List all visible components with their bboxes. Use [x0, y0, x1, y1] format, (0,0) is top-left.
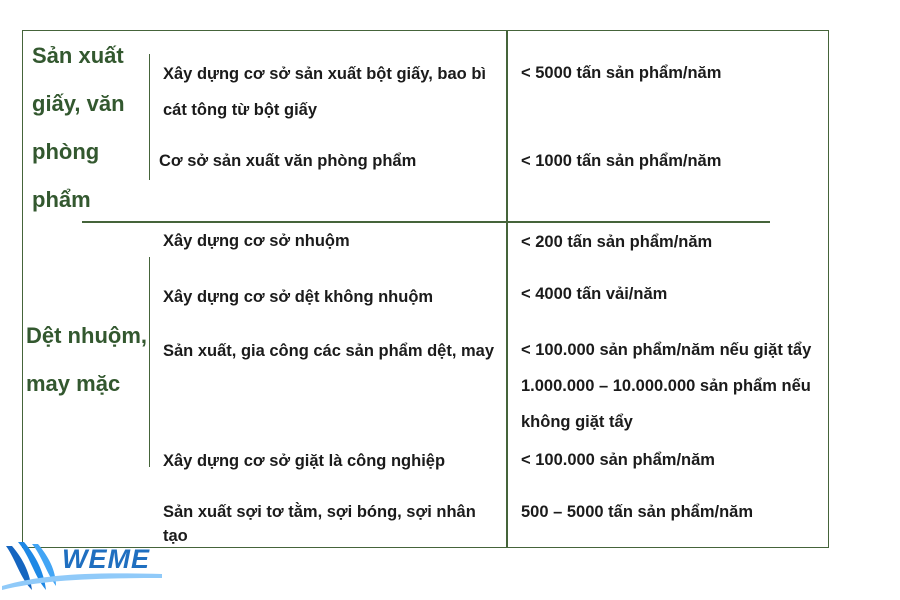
scale-cell: < 5000 tấn sản phẩm/năm [521, 64, 722, 82]
category-line: Sản xuất [32, 43, 124, 68]
category-paper [32, 32, 125, 224]
category-line: phòng [32, 139, 100, 164]
category-line: Dệt nhuộm, [26, 323, 147, 348]
activity-cell: Cơ sở sản xuất văn phòng phẩm [159, 152, 417, 170]
category-bracket-1 [149, 54, 150, 180]
column-divider [506, 30, 508, 548]
scale-cell: < 100.000 sản phẩm/năm [521, 451, 715, 469]
activity-cell: Xây dựng cơ sở giặt là công nghiệp [163, 452, 446, 470]
activity-cell: Xây dựng cơ sở sản xuất bột giấy, bao bì cát tông từ bột giấy [163, 65, 486, 119]
activity-cell: Sản xuất, gia công các sản phẩm dệt, may [163, 342, 495, 360]
activity-cell: Xây dựng cơ sở dệt không nhuộm [163, 288, 434, 306]
category-line: phẩm [32, 187, 91, 212]
activity-cell: Xây dựng cơ sở nhuộm [163, 232, 350, 250]
weme-logo [2, 538, 162, 594]
scale-cell: < 200 tấn sản phẩm/năm [521, 233, 713, 251]
category-bracket-2 [149, 257, 150, 467]
category-line: may mặc [26, 371, 121, 396]
category-line: giấy, văn [32, 91, 125, 116]
scale-cell: < 4000 tấn vải/năm [521, 285, 668, 303]
scale-cell: < 1000 tấn sản phẩm/năm [521, 152, 722, 170]
category-textile [26, 312, 147, 408]
scale-cell: 500 – 5000 tấn sản phẩm/năm [521, 503, 754, 521]
scale-cell: < 100.000 sản phẩm/năm nếu giặt tẩy 1.000.000 – 10.000.000 sản phẩm nếu không giặt tẩy [521, 341, 812, 431]
activity-cell: Sản xuất sợi tơ tằm, sợi bóng, sợi nhân tạo [163, 503, 476, 545]
logo-text: WEME [62, 544, 150, 574]
